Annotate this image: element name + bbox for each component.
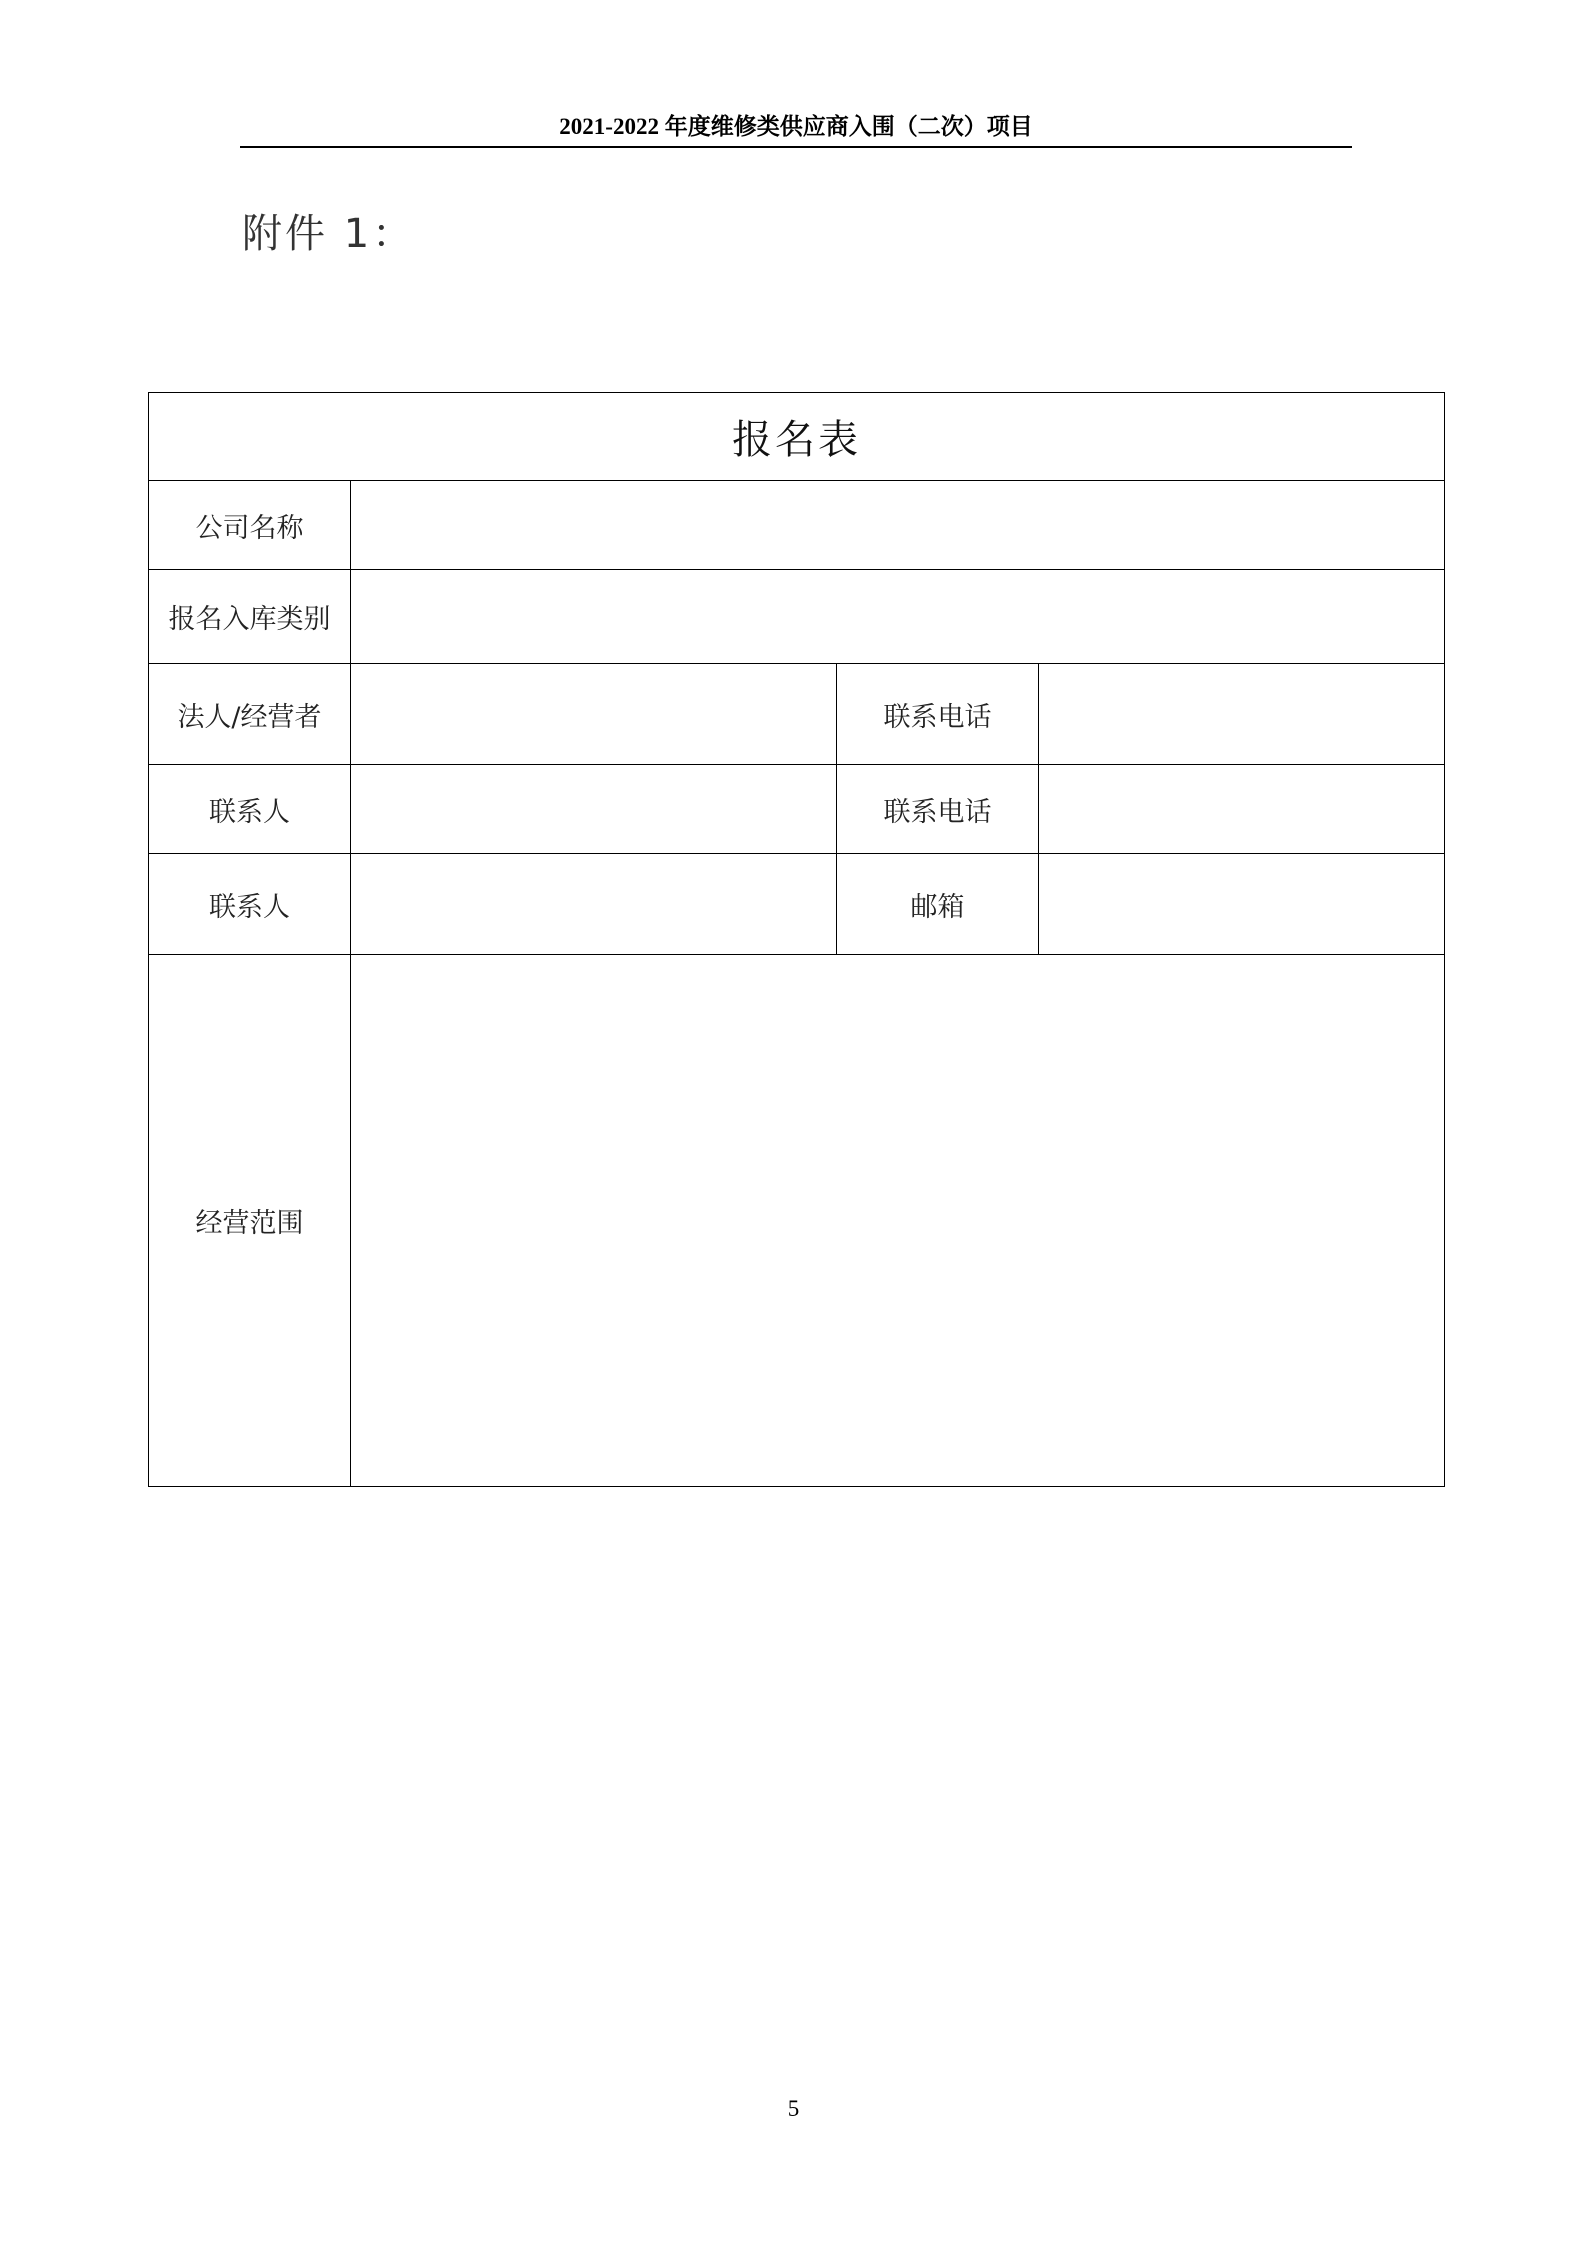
company-name-label: 公司名称 xyxy=(149,481,351,570)
contact-1-field[interactable] xyxy=(351,765,837,854)
category-row xyxy=(149,570,1445,664)
contact-2-label: 联系人 xyxy=(149,854,351,955)
legal-person-row xyxy=(149,664,1445,765)
category-field[interactable] xyxy=(351,570,1445,664)
legal-person-phone-field[interactable] xyxy=(1039,664,1445,765)
email-field[interactable] xyxy=(1039,854,1445,955)
page-number: 5 xyxy=(787,2096,800,2121)
document-header-title: 2021-2022 年度维修类供应商入围（二次）项目 xyxy=(559,114,1033,139)
company-name-field[interactable] xyxy=(351,481,1445,570)
form-title-row xyxy=(149,393,1445,481)
category-label: 报名入库类别 xyxy=(149,570,351,664)
contact-1-phone-field[interactable] xyxy=(1039,765,1445,854)
form-title: 报名表 xyxy=(149,393,1445,481)
company-name-row xyxy=(149,481,1445,570)
contact-row-2 xyxy=(149,854,1445,955)
registration-form-table xyxy=(148,392,1445,1487)
contact-1-label: 联系人 xyxy=(149,765,351,854)
contact-2-field[interactable] xyxy=(351,854,837,955)
legal-person-phone-label: 联系电话 xyxy=(837,664,1039,765)
legal-person-label: 法人/经营者 xyxy=(149,664,351,765)
attachment-label: 附件 1： xyxy=(242,211,416,257)
business-scope-row xyxy=(149,955,1445,1487)
email-label: 邮箱 xyxy=(837,854,1039,955)
contact-1-phone-label: 联系电话 xyxy=(837,765,1039,854)
business-scope-label: 经营范围 xyxy=(149,955,351,1487)
contact-row-1 xyxy=(149,765,1445,854)
legal-person-field[interactable] xyxy=(351,664,837,765)
business-scope-field[interactable] xyxy=(351,955,1445,1487)
header-divider xyxy=(240,146,1352,148)
